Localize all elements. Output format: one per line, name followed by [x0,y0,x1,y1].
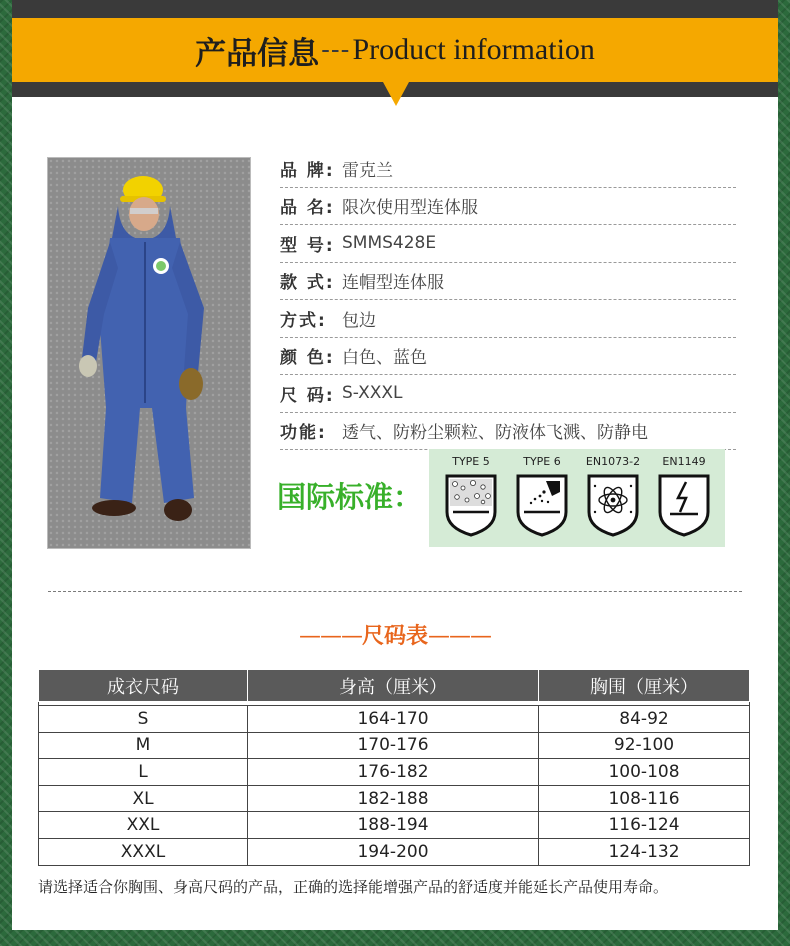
standard-en1073 [583,455,643,538]
spec-row-function [280,413,736,451]
spec-value: SMMS428E [342,233,437,254]
spec-row-model [280,225,736,263]
standard-label: TYPE 5 [452,455,490,468]
spec-label: 方式: [280,310,327,331]
size-table [38,669,750,866]
chest-cell: 124-132 [539,838,750,865]
table-row [39,785,750,812]
height-cell: 194-200 [248,838,539,865]
spec-label: 品 牌: [280,160,335,181]
spec-value: S-XXXL [342,383,403,404]
column-header: 身高（厘米） [248,670,539,702]
spec-value: 白色、蓝色 [342,348,427,369]
table-row [39,812,750,839]
spec-value: 透气、防粉尘颗粒、防液体飞溅、防静电 [342,423,648,444]
chest-cell: 100-108 [539,759,750,786]
height-cell: 176-182 [248,759,539,786]
column-header: 成衣尺码 [39,670,248,702]
column-header: 胸围（厘米） [539,670,750,702]
standard-en1149 [654,455,714,538]
height-cell: 182-188 [248,785,539,812]
content-panel [12,0,778,930]
standard-label: TYPE 6 [523,455,561,468]
title-dash-left: ——— [298,624,362,649]
spec-row-method [280,300,736,338]
chest-cell: 84-92 [539,706,750,733]
height-cell: 164-170 [248,706,539,733]
spec-row-brand [280,150,736,188]
spec-label: 款 式: [280,273,335,294]
standard-label: EN1149 [662,455,706,468]
chest-cell: 92-100 [539,732,750,759]
standards-title: 国际标准： [277,480,423,514]
particle-shield-icon [443,472,499,538]
static-shield-icon [656,472,712,538]
height-cell: 188-194 [248,812,539,839]
table-header-row [39,670,750,702]
size-chart-title-text: 尺码表 [361,624,428,649]
size-advice-note: 请选择适合你胸围、身高尺码的产品，正确的选择能增强产品的舒适度并能延长产品使用寿命。 [38,878,669,896]
page-title [12,18,778,82]
spec-value: 雷克兰 [342,160,393,181]
chest-cell: 116-124 [539,812,750,839]
size-cell: XXL [39,812,248,839]
spec-value: 连帽型连体服 [342,273,444,294]
size-cell: S [39,706,248,733]
spec-value: 限次使用型连体服 [342,198,478,219]
spec-value: 包边 [342,310,376,331]
spec-row-color [280,338,736,376]
title-dash-right: ——— [428,624,491,649]
section-divider [48,591,742,592]
size-cell: XL [39,785,248,812]
spec-label: 功能: [280,423,327,444]
table-row [39,706,750,733]
size-cell: XXXL [39,838,248,865]
height-cell: 170-176 [248,732,539,759]
title-english: Product information [352,33,595,66]
standard-label: EN1073-2 [585,455,641,468]
size-chart-title [12,619,778,650]
standard-type6 [512,455,572,538]
size-cell: L [39,759,248,786]
worker-in-coverall-image [48,158,250,548]
table-row [39,732,750,759]
header-arrow [383,82,409,106]
chest-cell: 108-116 [539,785,750,812]
spec-list [280,150,736,450]
spec-label: 颜 色: [280,348,335,369]
spec-row-style [280,263,736,301]
standard-type5 [441,455,501,538]
spec-row-name [280,188,736,226]
radioactive-shield-icon [585,472,641,538]
liquid-spray-shield-icon [514,472,570,538]
product-photo [47,157,251,549]
table-row [39,838,750,865]
spec-label: 尺 码: [280,385,335,406]
title-separator: --- [321,35,351,65]
spec-row-size [280,375,736,413]
spec-label: 品 名: [280,198,335,219]
table-row [39,759,750,786]
spec-label: 型 号: [280,235,335,256]
title-chinese: 产品信息 [195,35,320,72]
size-cell: M [39,732,248,759]
standards-panel [429,449,725,547]
